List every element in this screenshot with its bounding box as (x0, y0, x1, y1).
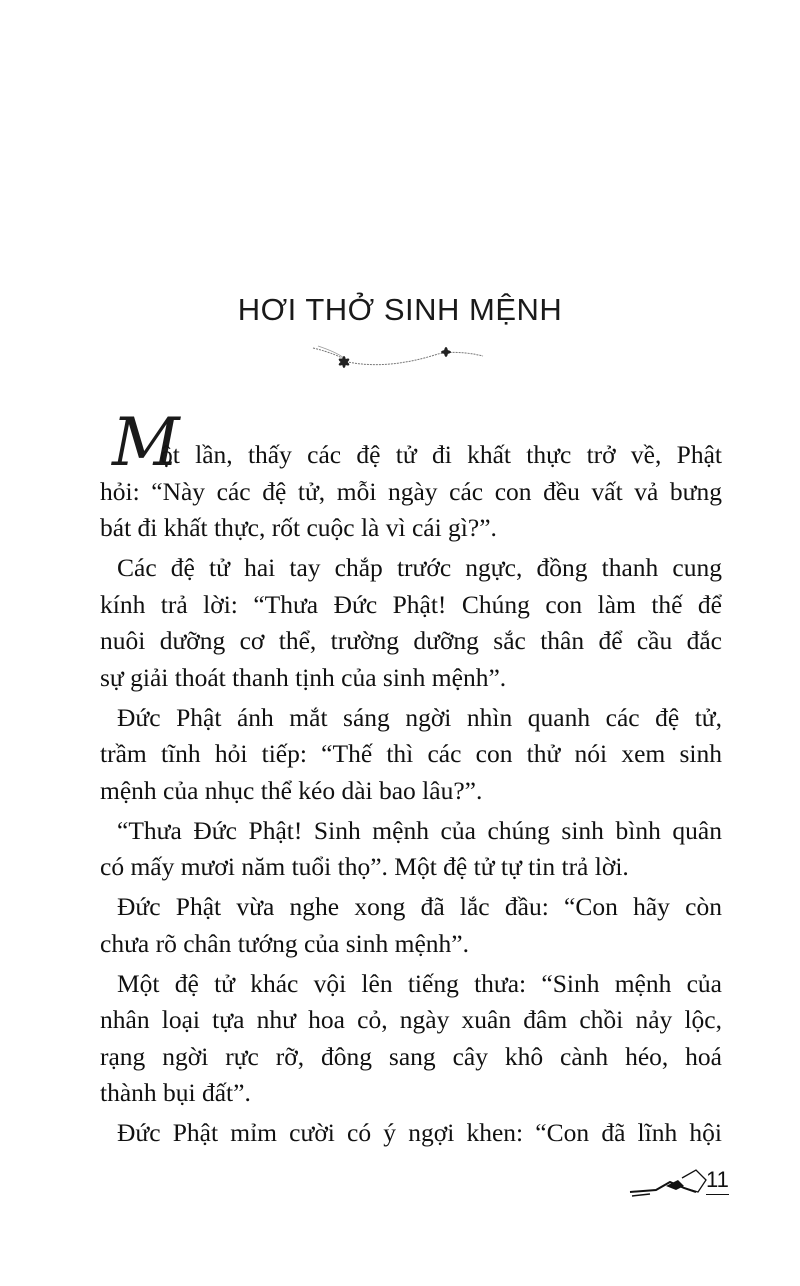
text-line: nuôi dưỡng cơ thể, trường dưỡng sắc thân để cầu đắc (100, 626, 722, 655)
text-line: rạng ngời rực rỡ, đông sang cây khô cành héo, hoá (100, 1041, 722, 1071)
text-line: ột lần, thấy các đệ tử đi khất thực trở về, Phật (160, 440, 722, 469)
text-line: Các đệ tử hai tay chắp trước ngực, đồng thanh cung (117, 553, 722, 582)
text-line: thành bụi đất”. (100, 1078, 251, 1107)
ornament-divider-icon (308, 340, 488, 370)
page-number: 11 (706, 1166, 729, 1195)
paragraph (100, 550, 722, 696)
text-line: “Thưa Đức Phật! Sinh mệnh của chúng sinh bình quân (117, 815, 722, 845)
text-line: có mấy mươi năm tuổi thọ”. Một đệ tử tự tin trả lời. (100, 852, 629, 881)
text-line: kính trả lời: “Thưa Đức Phật! Chúng con làm thế để (100, 589, 722, 619)
text-line: mệnh của nhục thể kéo dài bao lâu?”. (100, 775, 483, 805)
text-line: sự giải thoát thanh tịnh của sinh mệnh”. (100, 662, 507, 692)
paragraph (100, 889, 722, 962)
drop-cap: M (112, 404, 180, 481)
paragraph (100, 813, 722, 886)
body-text (100, 437, 722, 1155)
text-line: hỏi: “Này các đệ tử, mỗi ngày các con đều vất vả bưng (100, 476, 722, 506)
text-line: nhân loại tựa như hoa cỏ, ngày xuân đâm chồi nảy lộc, (100, 1005, 722, 1034)
text-line: bát đi khất thực, rốt cuộc là vì cái gì?”. (100, 513, 497, 542)
paragraph (100, 1115, 722, 1152)
text-line: chưa rõ chân tướng của sinh mệnh”. (100, 928, 469, 958)
text-line: trầm tĩnh hỏi tiếp: “Thế thì các con thử nói xem sinh (100, 739, 722, 768)
paragraph (100, 700, 722, 810)
text-line: Một đệ tử khác vội lên tiếng thưa: “Sinh mệnh của (117, 968, 722, 998)
text-line: Đức Phật ánh mắt sáng ngời nhìn quanh các đệ tử, (117, 702, 722, 732)
text-line: Đức Phật vừa nghe xong đã lắc đầu: “Con hãy còn (117, 892, 722, 921)
paragraph (100, 966, 722, 1112)
text-line: Đức Phật mỉm cười có ý ngợi khen: “Con đã lĩnh hội (117, 1118, 722, 1147)
chapter-title: HƠI THỞ SINH MỆNH (237, 292, 563, 327)
paragraph (100, 437, 722, 547)
